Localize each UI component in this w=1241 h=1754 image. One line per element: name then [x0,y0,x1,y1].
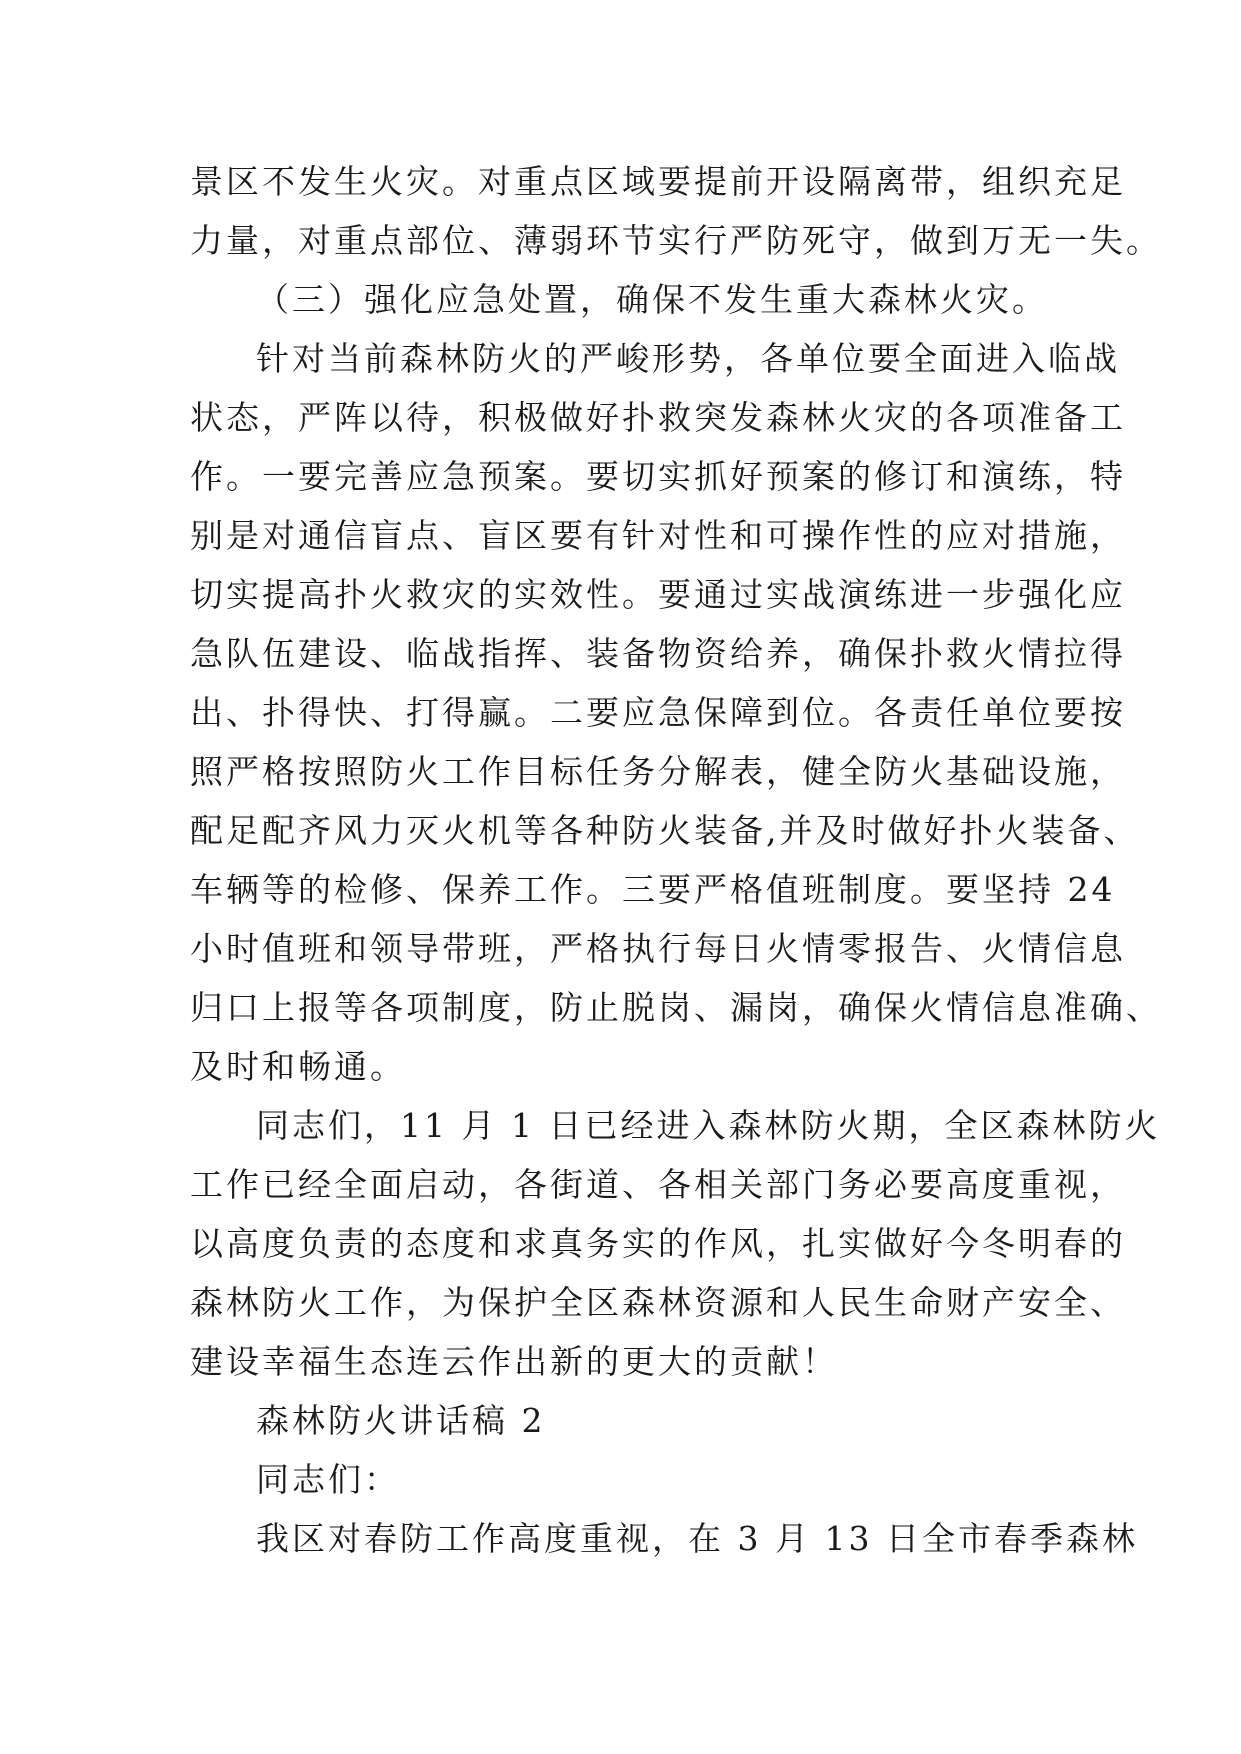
text-line: 景区不发生火灾。对重点区域要提前开设隔离带，组织充足 [190,162,1126,201]
text-line: 森林防火工作，为保护全区森林资源和人民生命财产安全、 [190,1283,1126,1322]
document-body [190,152,1162,1568]
text-line: 归口上报等各项制度，防止脱岗、漏岗，确保火情信息准确、 [190,988,1162,1027]
text-line: 及时和畅通。 [190,1047,406,1086]
text-line: 工作已经全面启动，各街道、各相关部门务必要高度重视， [190,1165,1126,1204]
document-subtitle: 森林防火讲话稿 2 [256,1401,546,1440]
text-line: 配足配齐风力灭火机等各种防火装备,并及时做好扑火装备、 [190,811,1140,850]
text-line: 针对当前森林防火的严峻形势，各单位要全面进入临战 [256,339,1120,378]
text-line: 车辆等的检修、保养工作。三要严格值班制度。要坚持 24 [190,870,1116,909]
text-line: 以高度负责的态度和求真务实的作风，扎实做好今冬明春的 [190,1224,1126,1263]
text-line: 力量，对重点部位、薄弱环节实行严防死守，做到万无一失。 [190,221,1162,260]
text-line: 切实提高扑火救灾的实效性。要通过实战演练进一步强化应 [190,575,1126,614]
text-line: 作。一要完善应急预案。要切实抓好预案的修订和演练，特 [190,457,1126,496]
text-line: 急队伍建设、临战指挥、装备物资给养，确保扑救火情拉得 [190,634,1126,673]
text-line: 小时值班和领导带班，严格执行每日火情零报告、火情信息 [190,929,1126,968]
text-line: 我区对春防工作高度重视，在 3 月 13 日全市春季森林 [256,1519,1138,1558]
text-line: 出、扑得快、打得赢。二要应急保障到位。各责任单位要按 [190,693,1126,732]
salutation: 同志们： [256,1460,400,1499]
text-line: 照严格按照防火工作目标任务分解表，健全防火基础设施， [190,752,1126,791]
text-line: 同志们，11 月 1 日已经进入森林防火期，全区森林防火 [256,1106,1161,1145]
text-line: 别是对通信盲点、盲区要有针对性和可操作性的应对措施， [190,516,1126,555]
section-heading: （三）强化应急处置，确保不发生重大森林火灾。 [256,280,1048,319]
text-line: 状态，严阵以待，积极做好扑救突发森林火灾的各项准备工 [190,398,1126,437]
text-line: 建设幸福生态连云作出新的更大的贡献！ [190,1342,838,1381]
